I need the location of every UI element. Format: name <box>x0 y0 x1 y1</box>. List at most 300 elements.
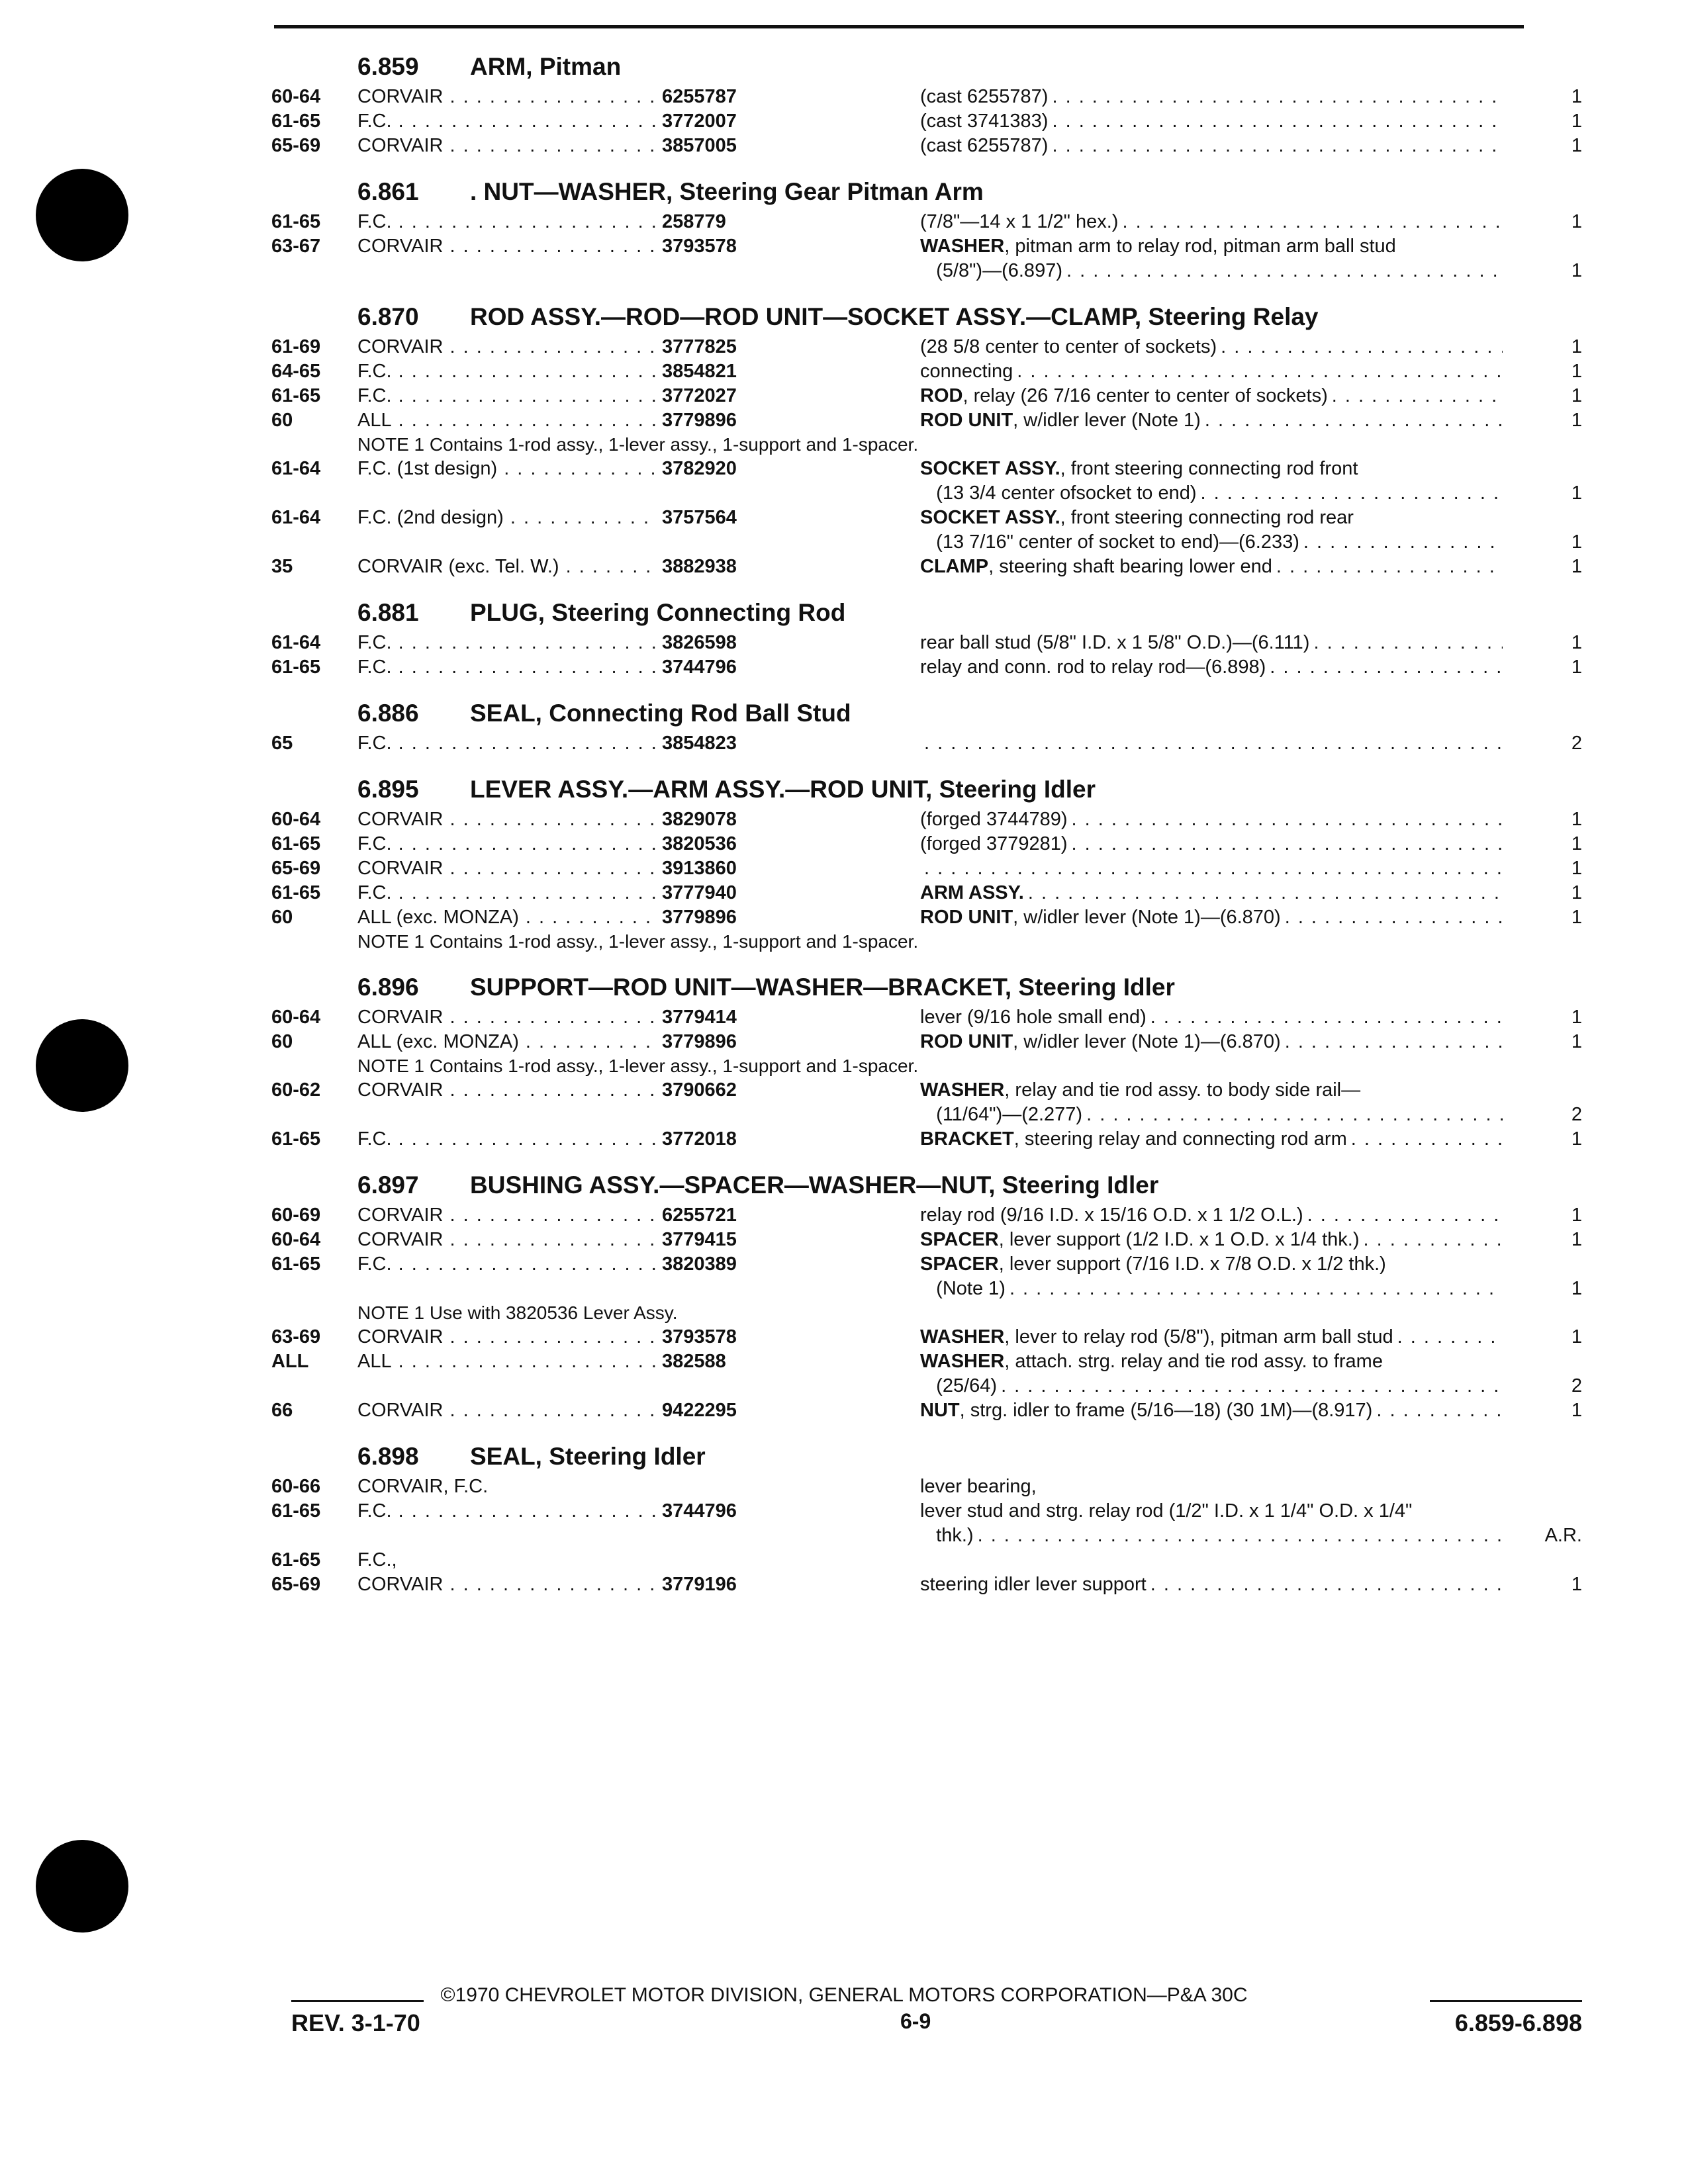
description-text <box>920 85 1048 109</box>
top-rule <box>274 25 1524 28</box>
model-years: 60-64 <box>271 809 321 830</box>
description-keyword: SPACER <box>920 1229 999 1250</box>
description-line <box>920 109 1503 134</box>
description-text: , relay and tie rod assy. to body side rail— <box>1004 1079 1361 1101</box>
dot-leader <box>1150 1572 1503 1597</box>
part-row <box>271 1228 1582 1252</box>
quantity: 1 <box>1571 809 1582 830</box>
model-years: 60-64 <box>271 1229 321 1250</box>
quantity: 1 <box>1571 1229 1582 1250</box>
part-row <box>271 1252 1582 1301</box>
part-description <box>920 832 1503 856</box>
part-number: 382588 <box>662 1351 726 1372</box>
model-name: F.C. . . . <box>357 731 655 756</box>
description-continuation: (25/64) <box>920 1375 998 1396</box>
quantity: 1 <box>1571 482 1582 504</box>
description-last-line <box>920 1277 1503 1301</box>
quantity: 1 <box>1571 211 1582 232</box>
description-text <box>920 905 1281 930</box>
model-years: 61-69 <box>271 336 321 357</box>
model-years: 60 <box>271 907 293 928</box>
dot-leader <box>1017 359 1503 384</box>
dot-leader <box>1072 807 1503 832</box>
description-line <box>920 856 1503 881</box>
description-first-line <box>920 457 1503 481</box>
part-description <box>920 1228 1503 1252</box>
description-continuation: (Note 1) <box>920 1278 1006 1299</box>
model-years: 61-64 <box>271 458 321 479</box>
part-row <box>271 457 1582 506</box>
description-detail: lever (9/16 hole small end) <box>920 1007 1147 1028</box>
model-name: F.C. . . . <box>357 1252 655 1277</box>
part-description <box>920 234 1503 283</box>
description-line <box>920 134 1503 158</box>
dot-leader <box>1376 1398 1503 1423</box>
part-row <box>271 1127 1582 1152</box>
dot-leader <box>978 1524 1503 1548</box>
part-row <box>271 359 1582 384</box>
dot-leader <box>1201 481 1503 506</box>
description-line <box>920 384 1503 408</box>
model-name: ALL (exc. MONZA) . . . <box>357 905 655 930</box>
part-number: 3744796 <box>662 657 737 678</box>
model-name: F.C. . . . <box>357 1127 655 1152</box>
section-number: 6.895 <box>357 776 419 803</box>
description-continuation: (13 3/4 center ofsocket to end) <box>920 482 1197 504</box>
section-header <box>271 49 1582 85</box>
dot-leader <box>1052 109 1503 134</box>
note-text: NOTE 1 Use with 3820536 Lever Assy. <box>357 1302 678 1323</box>
footer-revision: REV. 3-1-70 <box>291 2009 420 2036</box>
quantity: A.R. <box>1544 1525 1582 1546</box>
description-keyword: CLAMP <box>920 556 989 577</box>
model-name: F.C. . . . <box>357 881 655 905</box>
section-number: 6.896 <box>357 974 419 1001</box>
description-line <box>920 1228 1503 1252</box>
model-name: F.C. . . . <box>357 359 655 384</box>
part-description <box>920 335 1503 359</box>
note-text: NOTE 1 Contains 1-rod assy., 1-lever assy., 1-support and 1-spacer. <box>357 931 919 952</box>
description-detail: , steering relay and connecting rod arm <box>1013 1128 1347 1150</box>
part-description <box>920 555 1503 579</box>
part-number: 3829078 <box>662 809 737 830</box>
model-name: CORVAIR . . . <box>357 856 655 881</box>
description-detail: connecting <box>920 361 1013 382</box>
part-number: 3779415 <box>662 1229 737 1250</box>
dot-leader <box>1270 655 1503 680</box>
quantity: 1 <box>1571 260 1582 281</box>
description-text <box>920 335 1217 359</box>
section-title: PLUG, Steering Connecting Rod <box>470 599 846 626</box>
description-line <box>920 210 1503 234</box>
part-row <box>271 555 1582 579</box>
description-line <box>920 807 1503 832</box>
section-title: BUSHING ASSY.—SPACER—WASHER—NUT, Steering Idler <box>470 1171 1159 1199</box>
part-description <box>920 881 1503 905</box>
part-row <box>271 905 1582 930</box>
model-name: F.C. . . . <box>357 832 655 856</box>
section-number: 6.881 <box>357 599 419 626</box>
part-row <box>271 1203 1582 1228</box>
section-block <box>271 174 1582 283</box>
dot-leader <box>1276 555 1503 579</box>
description-first-line <box>920 234 1503 259</box>
quantity: 1 <box>1571 1128 1582 1150</box>
quantity: 1 <box>1571 1007 1582 1028</box>
section-block <box>271 299 1582 579</box>
description-text <box>920 1572 1147 1597</box>
description-detail: lever bearing, <box>920 1476 1037 1497</box>
model-name: CORVAIR . . . <box>357 134 655 158</box>
part-description <box>920 1499 1503 1548</box>
description-text <box>920 408 1201 433</box>
part-number: 3772007 <box>662 111 737 132</box>
part-row <box>271 210 1582 234</box>
part-number: 3820536 <box>662 833 737 854</box>
description-text: , lever support (7/16 I.D. x 7/8 O.D. x 1/2 thk.) <box>998 1253 1386 1275</box>
description-text <box>920 881 1024 905</box>
model-years: 61-64 <box>271 632 321 653</box>
description-first-line <box>920 1499 1503 1524</box>
description-text <box>920 1030 1281 1054</box>
part-row <box>271 134 1582 158</box>
section-title: . NUT—WASHER, Steering Gear Pitman Arm <box>470 178 984 205</box>
part-row <box>271 1572 1582 1597</box>
description-keyword: NUT <box>920 1400 960 1421</box>
description-last-line <box>920 1524 1503 1548</box>
part-row <box>271 631 1582 655</box>
description-text: , front steering connecting rod front <box>1060 458 1358 479</box>
description-continuation: thk.) <box>920 1525 974 1546</box>
model-years: 61-65 <box>271 833 321 854</box>
part-description <box>920 506 1503 555</box>
description-first-line <box>920 1252 1503 1277</box>
description-detail: , lever support (1/2 I.D. x 1 O.D. x 1/4 thk.) <box>998 1229 1360 1250</box>
part-description <box>920 134 1503 158</box>
section-header <box>271 772 1582 807</box>
model-years: 64-65 <box>271 361 321 382</box>
binder-hole-bottom <box>36 1840 128 1933</box>
description-text <box>920 807 1068 832</box>
description-last-line <box>920 481 1503 506</box>
description-keyword: ROD UNIT <box>920 1031 1013 1052</box>
section-number: 6.870 <box>357 303 419 330</box>
description-detail: (forged 3779281) <box>920 833 1068 854</box>
description-line <box>920 1475 1503 1499</box>
model-years: 63-67 <box>271 236 321 257</box>
part-number: 3882938 <box>662 556 737 577</box>
description-last-line <box>920 1103 1503 1127</box>
part-row <box>271 408 1582 433</box>
quantity: 2 <box>1571 733 1582 754</box>
description-detail: (cast 6255787) <box>920 86 1049 107</box>
model-name: CORVAIR . . . <box>357 85 655 109</box>
section-block <box>271 696 1582 756</box>
description-detail: , w/idler lever (Note 1)—(6.870) <box>1013 907 1281 928</box>
description-keyword: ARM ASSY. <box>920 882 1024 903</box>
description-line <box>920 555 1503 579</box>
description-text <box>920 832 1068 856</box>
part-row <box>271 881 1582 905</box>
model-years: 61-65 <box>271 1500 321 1522</box>
part-description <box>920 1325 1503 1349</box>
section-number: 6.886 <box>357 700 419 727</box>
model-years: 35 <box>271 556 293 577</box>
description-text <box>920 134 1048 158</box>
model-name: ALL . . . <box>357 408 655 433</box>
part-row <box>271 506 1582 555</box>
description-text <box>920 1475 1037 1499</box>
description-text: , front steering connecting rod rear <box>1060 507 1354 528</box>
description-text <box>920 1325 1393 1349</box>
model-name: CORVAIR . . . <box>357 1203 655 1228</box>
description-text <box>920 655 1266 680</box>
part-row <box>271 1499 1582 1548</box>
dot-leader <box>1122 210 1503 234</box>
section-header <box>271 174 1582 210</box>
description-line <box>920 1203 1503 1228</box>
footer-page-number: 6-9 <box>900 2009 931 2033</box>
model-name: F.C. . . . <box>357 655 655 680</box>
model-years: 61-64 <box>271 507 321 528</box>
part-number: 3793578 <box>662 1326 737 1347</box>
dot-leader <box>1001 1374 1503 1398</box>
part-description <box>920 1005 1503 1030</box>
description-text <box>920 359 1013 384</box>
description-continuation: (13 7/16" center of socket to end)—(6.233) <box>920 531 1299 553</box>
description-text <box>920 555 1272 579</box>
description-line <box>920 655 1503 680</box>
model-name: CORVAIR . . . <box>357 807 655 832</box>
model-years: 60-66 <box>271 1476 321 1497</box>
description-keyword: BRACKET <box>920 1128 1014 1150</box>
part-description <box>920 1078 1503 1127</box>
quantity: 1 <box>1571 1574 1582 1595</box>
description-detail: , steering shaft bearing lower end <box>988 556 1272 577</box>
description-line <box>920 631 1503 655</box>
parts-catalog-content <box>271 49 1582 1613</box>
description-keyword: WASHER <box>920 1326 1005 1347</box>
description-detail: relay rod (9/16 I.D. x 15/16 O.D. x 1 1/2 O.L.) <box>920 1205 1303 1226</box>
section-header <box>271 696 1582 731</box>
part-number: 3790662 <box>662 1079 737 1101</box>
dot-leader <box>924 731 1503 756</box>
quantity: 1 <box>1571 86 1582 107</box>
description-text: , attach. strg. relay and tie rod assy. to frame <box>1004 1351 1383 1372</box>
binder-hole-top <box>36 169 128 261</box>
part-description <box>920 1572 1503 1597</box>
description-keyword: ROD UNIT <box>920 410 1013 431</box>
dot-leader <box>1285 1030 1503 1054</box>
description-detail: , strg. idler to frame (5/16—18) (30 1M)—(8.917) <box>959 1400 1373 1421</box>
description-text <box>920 109 1048 134</box>
section-block <box>271 772 1582 954</box>
part-number: 3757564 <box>662 507 737 528</box>
description-line <box>920 335 1503 359</box>
section-header <box>271 970 1582 1005</box>
dot-leader <box>1313 631 1503 655</box>
section-header <box>271 299 1582 335</box>
note-text: NOTE 1 Contains 1-rod assy., 1-lever assy., 1-support and 1-spacer. <box>357 1056 919 1076</box>
part-row <box>271 384 1582 408</box>
quantity: 1 <box>1571 410 1582 431</box>
part-row <box>271 731 1582 756</box>
model-years: 60-69 <box>271 1205 321 1226</box>
quantity: 1 <box>1571 833 1582 854</box>
section-title: SUPPORT—ROD UNIT—WASHER—BRACKET, Steering Idler <box>470 974 1175 1001</box>
model-years: 65-69 <box>271 135 321 156</box>
dot-leader <box>1351 1127 1503 1152</box>
part-description <box>920 1398 1503 1423</box>
part-description <box>920 210 1503 234</box>
section-block <box>271 1439 1582 1597</box>
part-description <box>920 1349 1503 1398</box>
model-years: 60-62 <box>271 1079 321 1101</box>
footer-section-range: 6.859-6.898 <box>1454 2009 1582 2036</box>
part-row <box>271 655 1582 680</box>
part-row <box>271 832 1582 856</box>
part-description <box>920 1475 1503 1499</box>
part-row <box>271 807 1582 832</box>
part-description <box>920 359 1503 384</box>
description-line <box>920 1325 1503 1349</box>
part-number: 3779896 <box>662 410 737 431</box>
quantity: 1 <box>1571 531 1582 553</box>
model-name: CORVAIR . . . <box>357 1078 655 1103</box>
dot-leader <box>1028 881 1503 905</box>
description-first-line <box>920 506 1503 530</box>
model-name: CORVAIR (exc. Tel. W.) . . . <box>357 555 655 579</box>
part-row <box>271 1005 1582 1030</box>
model-name: CORVAIR . . . <box>357 234 655 259</box>
model-name: CORVAIR . . . <box>357 1398 655 1423</box>
model-name: CORVAIR . . . <box>357 1325 655 1349</box>
description-text <box>920 1005 1147 1030</box>
model-name: CORVAIR . . . <box>357 1572 655 1597</box>
model-years: 61-65 <box>271 385 321 406</box>
description-detail: (7/8"—14 x 1 1/2" hex.) <box>920 211 1119 232</box>
part-row <box>271 109 1582 134</box>
part-description <box>920 905 1503 930</box>
description-last-line <box>920 530 1503 555</box>
model-years: 65-69 <box>271 858 321 879</box>
dot-leader <box>1150 1005 1503 1030</box>
quantity: 1 <box>1571 1205 1582 1226</box>
description-text <box>920 210 1118 234</box>
model-name: ALL . . . <box>357 1349 655 1374</box>
dot-leader <box>1363 1228 1503 1252</box>
description-line <box>920 832 1503 856</box>
description-detail: steering idler lever support <box>920 1574 1147 1595</box>
model-years: 60-64 <box>271 1007 321 1028</box>
quantity: 1 <box>1571 336 1582 357</box>
section-header <box>271 1439 1582 1475</box>
part-number: 6255721 <box>662 1205 737 1226</box>
description-text: lever stud and strg. relay rod (1/2" I.D. x 1 1/4" O.D. x 1/4" <box>920 1500 1413 1522</box>
dot-leader <box>1205 408 1503 433</box>
description-detail: (cast 6255787) <box>920 135 1049 156</box>
description-keyword: ROD <box>920 385 963 406</box>
description-detail: , w/idler lever (Note 1)—(6.870) <box>1013 1031 1281 1052</box>
part-row <box>271 1398 1582 1423</box>
model-name: CORVAIR . . . <box>357 1228 655 1252</box>
description-text: , pitman arm to relay rod, pitman arm ball stud <box>1004 236 1396 257</box>
description-line <box>920 1398 1503 1423</box>
part-row <box>271 1548 1582 1572</box>
model-years: 60 <box>271 1031 293 1052</box>
part-row <box>271 1475 1582 1499</box>
section-block <box>271 1167 1582 1423</box>
part-number: 3772027 <box>662 385 737 406</box>
quantity: 1 <box>1571 556 1582 577</box>
description-line <box>920 359 1503 384</box>
section-title: ARM, Pitman <box>470 53 622 80</box>
dot-leader <box>1285 905 1503 930</box>
dot-leader <box>924 856 1503 881</box>
part-row <box>271 856 1582 881</box>
part-row <box>271 85 1582 109</box>
model-years: 61-65 <box>271 1253 321 1275</box>
part-number: 3777825 <box>662 336 737 357</box>
part-number: 3779896 <box>662 1031 737 1052</box>
model-name: CORVAIR . . . <box>357 1005 655 1030</box>
description-line <box>920 881 1503 905</box>
dot-leader <box>1303 530 1503 555</box>
section-number: 6.897 <box>357 1171 419 1199</box>
part-number: 3777940 <box>662 882 737 903</box>
dot-leader <box>1072 832 1503 856</box>
description-first-line <box>920 1078 1503 1103</box>
quantity: 1 <box>1571 1278 1582 1299</box>
part-description <box>920 1127 1503 1152</box>
model-years: 61-65 <box>271 1549 321 1570</box>
model-name: F.C. . . . <box>357 631 655 655</box>
part-number: 3779196 <box>662 1574 737 1595</box>
quantity: 1 <box>1571 907 1582 928</box>
description-line <box>920 1005 1503 1030</box>
model-years: 61-65 <box>271 1128 321 1150</box>
quantity: 1 <box>1571 1031 1582 1052</box>
description-keyword: WASHER <box>920 1079 1005 1101</box>
part-number: 3854821 <box>662 361 737 382</box>
part-description <box>920 85 1503 109</box>
section-header <box>271 1167 1582 1203</box>
section-number: 6.859 <box>357 53 419 80</box>
model-years: 61-65 <box>271 211 321 232</box>
part-description <box>920 457 1503 506</box>
description-last-line <box>920 1374 1503 1398</box>
model-name: F.C. . . . <box>357 1499 655 1524</box>
part-number: 3779896 <box>662 907 737 928</box>
description-continuation: (11/64")—(2.277) <box>920 1104 1083 1125</box>
quantity: 1 <box>1571 1400 1582 1421</box>
dot-leader <box>1086 1103 1503 1127</box>
description-first-line <box>920 1349 1503 1374</box>
dot-leader <box>1052 134 1503 158</box>
part-description <box>920 856 1503 881</box>
section-title: SEAL, Steering Idler <box>470 1443 706 1470</box>
description-keyword: SOCKET ASSY. <box>920 458 1060 479</box>
section-number: 6.898 <box>357 1443 419 1470</box>
model-years: 65-69 <box>271 1574 321 1595</box>
model-name: F.C. (2nd design) . . . <box>357 506 655 530</box>
section-title: SEAL, Connecting Rod Ball Stud <box>470 700 851 727</box>
model-name: CORVAIR . . . <box>357 335 655 359</box>
part-description <box>920 1203 1503 1228</box>
model-years: 63-69 <box>271 1326 321 1347</box>
quantity: 1 <box>1571 1326 1582 1347</box>
part-row <box>271 1078 1582 1127</box>
